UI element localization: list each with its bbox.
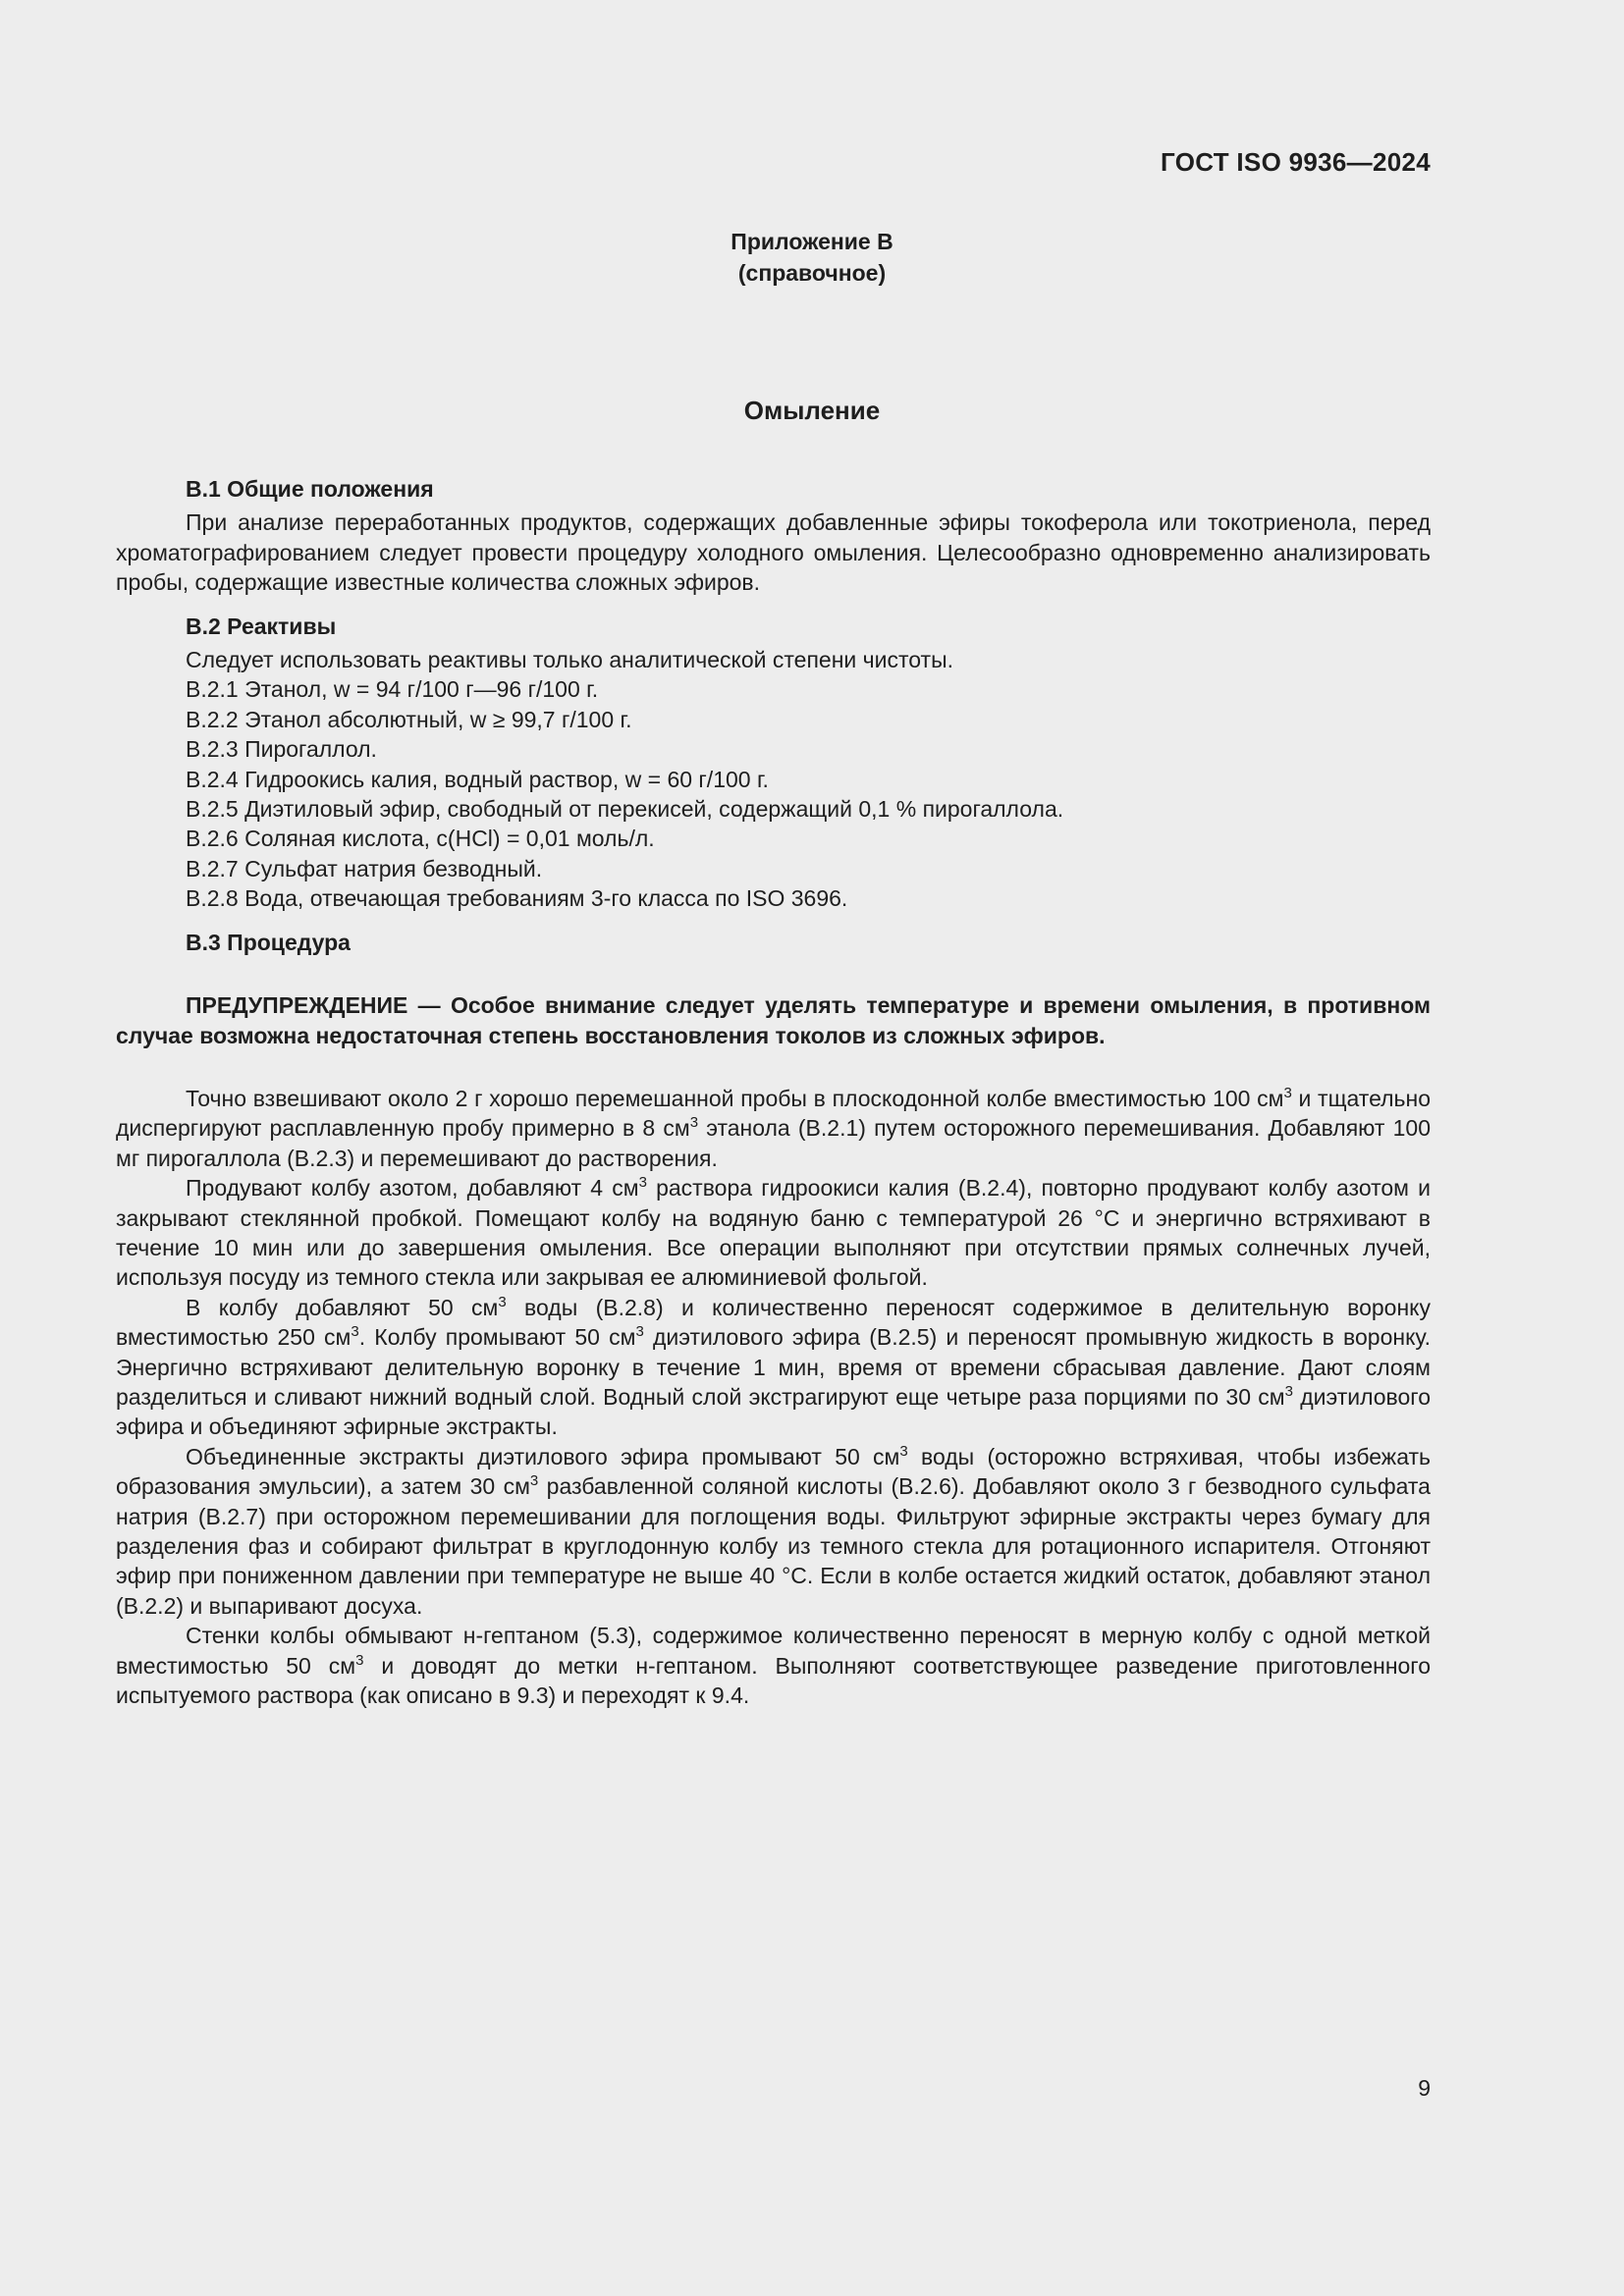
annex-header [0, 226, 1624, 289]
page-number: 9 [1418, 2075, 1431, 2101]
reagent-item: В.2.6 Соляная кислота, с(HCl) = 0,01 моль/л. [186, 826, 655, 852]
section-heading-b1: В.1 Общие положения [186, 476, 434, 502]
reagent-item: В.2.4 Гидроокись калия, водный раствор, w = 60 г/100 г. [186, 766, 769, 792]
procedure-paragraph-1: Точно взвешивают около 2 г хорошо перемешанной пробы в плоскодонной колбе вместимостью 100 $см^3$ и тщательно диспергируют расплавленную пробу примерно в 8 $см^3$ этанола (В.2.1) путем осторожного перемешивания. Добавляют 100 мг пирогаллола (В.2.3) и перемешивают до растворения. [116, 1084, 1431, 1171]
reagent-item: В.2.2 Этанол абсолютный, w ≥ 99,7 г/100 г. [186, 706, 632, 732]
reagents-intro: Следует использовать реактивы только аналитической степени чистоты. [186, 647, 953, 673]
procedure-paragraph-2: Продувают колбу азотом, добавляют 4 $см^3$ раствора гидроокиси калия (В.2.4), повторно продувают колбу азотом и закрывают стеклянной пробкой. Помещают колбу на водяную баню с температурой 26 °С и энергично встряхивают в течение 10 мин или до завершения омыления. Все операции выполняют при отсутствии прямых солнечных лучей, используя посуду из темного стекла или закрывая ее алюминиевой фольгой. [116, 1174, 1431, 1291]
annex-type: (справочное) [737, 260, 887, 286]
document-body [116, 474, 1431, 1710]
page-title: Омыление [743, 396, 881, 425]
section-b1-text: При анализе переработанных продуктов, содержащих добавленные эфиры токоферола или токотриенола, перед хроматографированием следует провести процедуру холодного омыления. Целесообразно одновременно анализировать пробы, содержащие известные количества сложных эфиров. [116, 509, 1431, 596]
procedure-paragraph-5: Стенки колбы обмывают н-гептаном (5.3), содержимое количественно переносят в мерную колбу с одной меткой вместимостью 50 $см^3$ и доводят до метки н-гептаном. Выполняют соответствующее разведение приготовленного испытуемого раствора (как описано в 9.3) и переходят к 9.4. [116, 1623, 1431, 1709]
reagent-item: В.2.8 Вода, отвечающая требованиям 3-го класса по ISO 3696. [186, 885, 848, 912]
reagent-item: В.2.1 Этанол, w = 94 г/100 г—96 г/100 г. [186, 676, 599, 703]
reagent-item: В.2.3 Пирогаллол. [186, 736, 377, 763]
section-heading-b2: В.2 Реактивы [186, 613, 337, 639]
section-heading-b3: В.3 Процедура [186, 929, 351, 955]
procedure-paragraph-3: В колбу добавляют 50 $см^3$ воды (В.2.8) и количественно переносят содержимое в делительную воронку вместимостью 250 $см^3$. Колбу промывают 50 $см^3$ диэтилового эфира (В.2.5) и переносят промывную жидкость в воронку. Энергично встряхивают делительную воронку в течение 1 мин, время от времени сбрасывая давление. Дают слоям разделиться и сливают нижний водный слой. Водный слой экстрагируют еще четыре раза порциями по 30 $см^3$ диэтилового эфира и объединяют эфирные экстракты. [116, 1293, 1431, 1440]
standard-code: ГОСТ ISO 9936—2024 [1161, 147, 1431, 177]
warning-text: ПРЕДУПРЕЖДЕНИЕ — Особое внимание следует уделять температуре и времени омыления, в противном случае возможна недостаточная степень восстановления токолов из сложных эфиров. [116, 992, 1431, 1048]
procedure-paragraph-4: Объединенные экстракты диэтилового эфира промывают 50 $см^3$ воды (осторожно встряхивая, чтобы избежать образования эмульсии), а затем 30 $см^3$ разбавленной соляной кислоты (В.2.6). Добавляют около 3 г безводного сульфата натрия (В.2.7) при осторожном перемешивании для поглощения воды. Фильтруют эфирные экстракты через бумагу для разделения фаз и собирают фильтрат в круглодонную колбу из темного стекла для ротационного испарителя. Отгоняют эфир при пониженном давлении при температуре не выше 40 °С. Если в колбе остается жидкий остаток, добавляют этанол (В.2.2) и выпаривают досуха. [116, 1442, 1431, 1619]
reagent-item: В.2.5 Диэтиловый эфир, свободный от перекисей, содержащий 0,1 % пирогаллола. [186, 796, 1064, 823]
annex-name: Приложение В [731, 229, 893, 254]
reagent-item: В.2.7 Сульфат натрия безводный. [186, 855, 543, 881]
